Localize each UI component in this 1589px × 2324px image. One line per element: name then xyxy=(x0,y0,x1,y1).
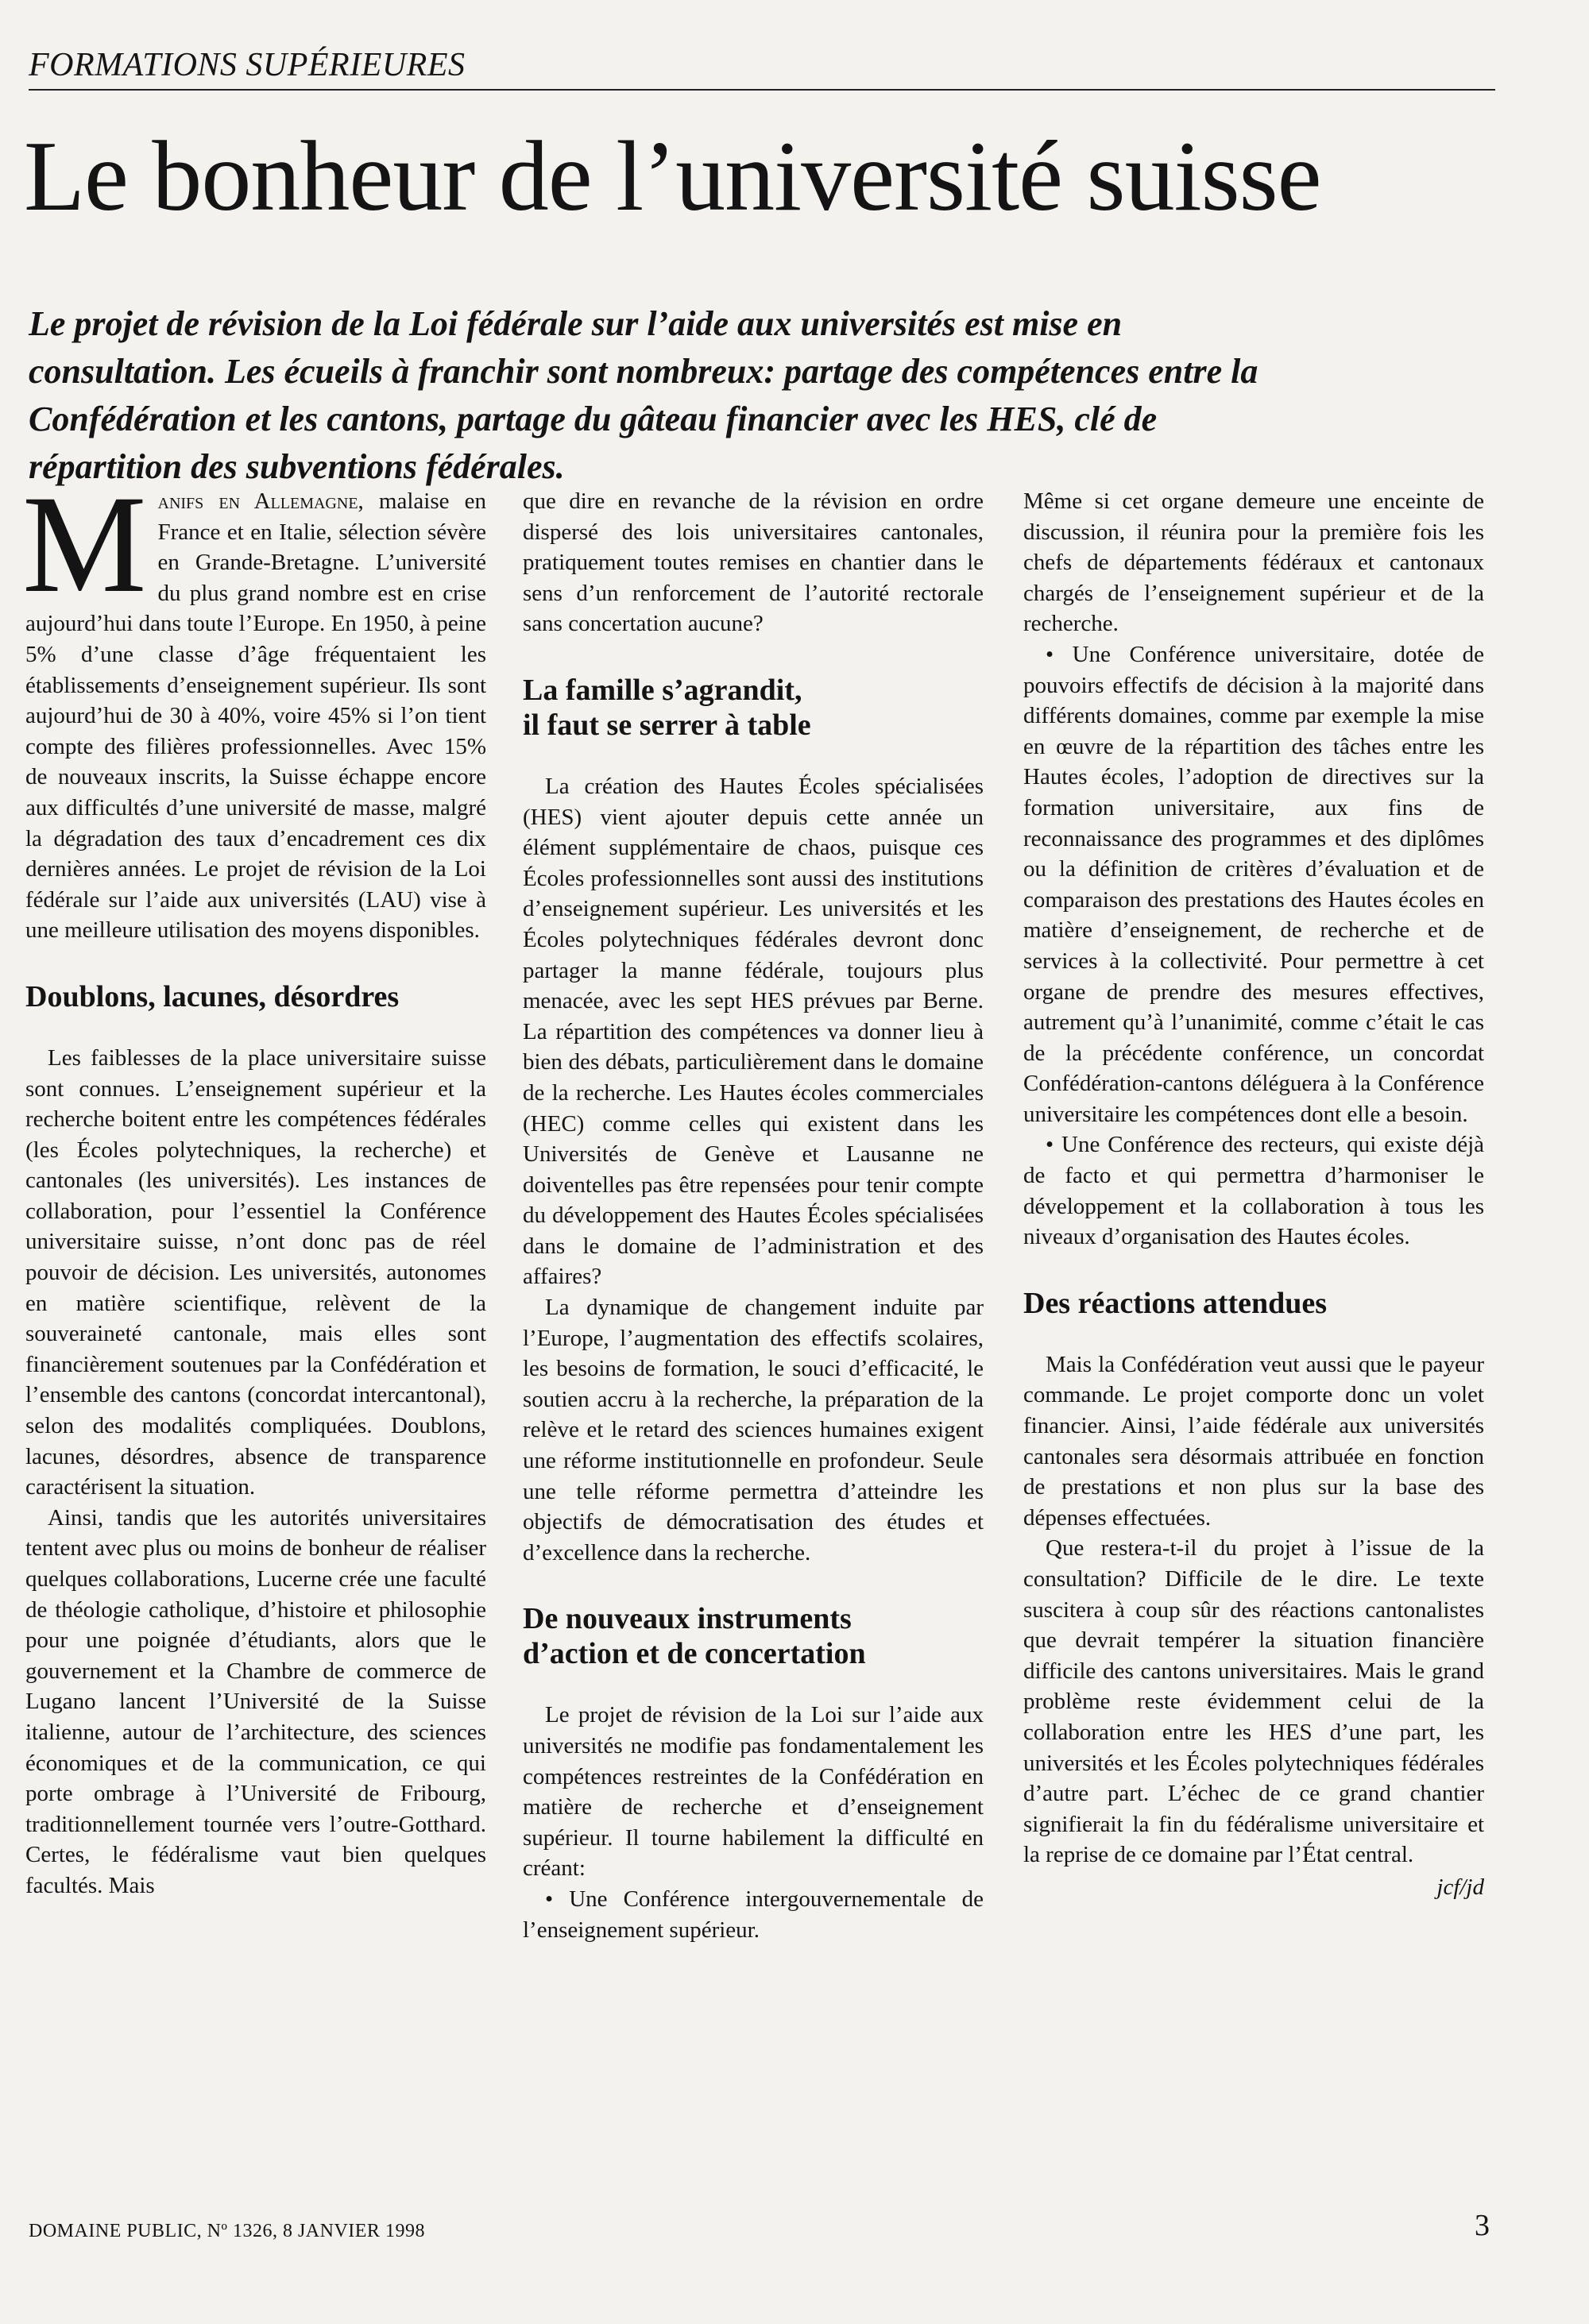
section-heading-reactions: Des réactions attendues xyxy=(1023,1286,1328,1320)
section-heading-instruments xyxy=(523,1601,984,1671)
publication-info: DOMAINE PUBLIC, Nº 1326, 8 JANVIER 1998 xyxy=(29,2221,425,2241)
heading-line: d’action et de concertation xyxy=(523,1637,866,1671)
bullet-item: • Une Conférence des recteurs, qui existe déjà de facto et qui permettra d’harmoniser le développement et la collaboration à tous les niveaux d’organisation des Hautes écoles. xyxy=(1023,1132,1484,1250)
paragraph: Le projet de révision de la Loi sur l’aide aux universités ne modifie pas fondamentalement les compétences restreintes de la Confédération en matière de recherche et d’enseignement supérieur. Il tourne habilement la difficulté en créant: xyxy=(523,1702,984,1882)
author-signature: jcf/jd xyxy=(1436,1874,1484,1900)
drop-cap: M xyxy=(22,467,147,622)
section-heading-doublons: Doublons, lacunes, désordres xyxy=(25,979,400,1013)
page-number: 3 xyxy=(1475,2209,1490,2242)
heading-line: il faut se serrer à table xyxy=(523,708,811,742)
paragraph: Ainsi, tandis que les autorités universitaires tentent avec plus ou moins de bonheur de réaliser quelques collaborations, Lucerne crée une faculté de théologie catholique, d’histoire et philosophie pour une poignée d’étudiants, alors que le gouvernement et la Chambre de commerce de Lugano lancent l’Université de la Suisse italienne, autour de l’architecture, des sciences économiques et de la communication, ce qui porte ombrage à l’Université de Fribourg, traditionnellement tournée vers l’outre-Gotthard. Certes, le fédéralisme vaut bien quelques facultés. Mais xyxy=(25,1504,486,1898)
article-lead: Le projet de révision de la Loi fédérale sur l’aide aux universités est mise en consultation. Les écueils à franchir sont nombreux: partage des compétences entre la Confédération et les cantons, partage du gâteau financier avec les HES, clé de répartition des subventions fédérales. xyxy=(29,304,1258,486)
paragraph: La création des Hautes Écoles spécialisées (HES) vient ajouter depuis cette année un élément supplémentaire de chaos, puisque ces Écoles professionnelles sont aussi des institutions d’enseignement supérieur. Les universités et les Écoles polytechniques fédérales devront donc partager la manne fédérale, toujours plus menacée, avec les sept HES prévues par Berne. La répartition des compétences va donner lieu à bien des débats, particulièrement dans le domaine de la recherche. Les Hautes écoles commerciales (HEC) comme celles qui existent dans les Universités de Genève et Lausanne ne doiventelles pas être repensées pour tenir compte du développement des Hautes Écoles spécialisées dans le domaine de l’administration et des affaires? xyxy=(523,773,984,1290)
column-2 xyxy=(523,486,984,1945)
paragraph-continued: que dire en revanche de la révision en ordre dispersé des lois universitaires cantonales, pratiquement toutes remises en chantier dans le sens d’un renforcement de l’autorité rectorale sans concertation aucune? xyxy=(523,488,984,637)
column-3 xyxy=(1023,486,1484,1903)
heading-line: La famille s’agrandit, xyxy=(523,673,802,707)
bullet-item: • Une Conférence universitaire, dotée de pouvoirs effectifs de décision à la majorité dans différents domaines, comme par exemple la mise en œuvre de la répartition des tâches entre les Hautes écoles, l’adoption de directives sur la formation universitaire, aux fins de reconnaissance des programmes et des diplômes ou la définition de critères d’évaluation et de comparaison des prestations des Hautes écoles en matière d’enseignement, de recherche et de services à la collectivité. Pour permettre à cet organe de prendre des mesures effectives, autrement qu’à l’unanimité, comme c’était le cas de la précédente conférence, un concordat Confédération-cantons déléguera à la Conférence universitaire les compétences dont elle a besoin. xyxy=(1023,641,1484,1127)
paragraph-continued: Même si cet organe demeure une enceinte de discussion, il réunira pour la première fois les chefs de départements fédéraux et cantonaux chargés de l’enseignement supérieur et de la recherche. xyxy=(1023,488,1484,637)
section-heading-famille xyxy=(523,673,984,743)
article-title: Le bonheur de l’université suisse xyxy=(24,122,1321,232)
bullet-item: • Une Conférence intergouvernementale de l’enseignement supérieur. xyxy=(523,1886,984,1943)
header-rule xyxy=(29,89,1495,91)
paragraph: Que restera-t-il du projet à l’issue de la consultation? Difficile de le dire. Le texte suscitera à coup sûr des réactions cantonalistes que devrait tempérer la situation financière difficile des cantons universitaires. Mais le grand problème reste évidemment celui de la collaboration entre les HES d’une part, les universités et les Écoles polytechniques fédérales d’autre part. L’échec de ce grand chantier signifierait la fin du fédéralisme universitaire et la reprise de ce domaine par l’État central. xyxy=(1023,1535,1484,1868)
paragraph: Mais la Confédération veut aussi que le payeur commande. Le projet comporte donc un volet financier. Ainsi, l’aide fédérale aux universités cantonales sera désormais attribuée en fonction de prestations et non plus sur la base des dépenses effectuées. xyxy=(1023,1351,1484,1531)
heading-line: De nouveaux instruments xyxy=(523,1602,852,1636)
intro-paragraph xyxy=(22,467,486,946)
intro-smallcaps: anifs en Allemagne xyxy=(157,488,358,514)
column-1 xyxy=(22,467,486,1901)
paragraph: Les faiblesses de la place universitaire suisse sont connues. L’enseignement supérieur et la recherche boitent entre les compétences fédérales (les Écoles polytechniques, la recherche) et cantonales (les universités). Les instances de collaboration, pour l’essentiel la Conférence universitaire suisse, n’ont donc pas de réel pouvoir de décision. Les universités, autonomes en matière scientifique, relèvent de la souveraineté cantonale, mais elles sont financièrement soutenues par la Confédération et l’ensemble des cantons (concordat intercantonal), selon des modalités compliquées. Doublons, lacunes, désordres, absence de transparence caractérisent la situation. xyxy=(25,1044,486,1500)
section-rubric: FORMATIONS SUPÉRIEURES xyxy=(29,47,466,83)
paragraph: La dynamique de changement induite par l’Europe, l’augmentation des effectifs scolaires, les besoins de formation, le souci d’efficacité, le soutien accru à la recherche, la préparation de la relève et le retard des sciences humaines exigent une réforme institutionnelle en profondeur. Seule une telle réforme permettra d’atteindre les objectifs de démocratisation des études et d’excellence dans la recherche. xyxy=(523,1295,984,1565)
intro-text: , malaise en France et en Italie, sélection sévère en Grande-Bretagne. L’université du plus grand nombre est en crise aujourd’hui dans toute l’Europe. En 1950, à peine 5% d’une classe d’âge fréquentaient les établissements d’enseignement supérieur. Ils sont aujourd’hui de 30 à 40%, voire 45% si l’on tient compte des filières professionnelles. Avec 15% de nouveaux inscrits, la Suisse échappe encore aux difficultés d’une université de masse, malgré la dégradation des taux d’encadrement ces dix dernières années. Le projet de révision de la Loi fédérale sur l’aide aux universités (LAU) vise à une meilleure utilisation des moyens disponibles. xyxy=(25,488,486,944)
